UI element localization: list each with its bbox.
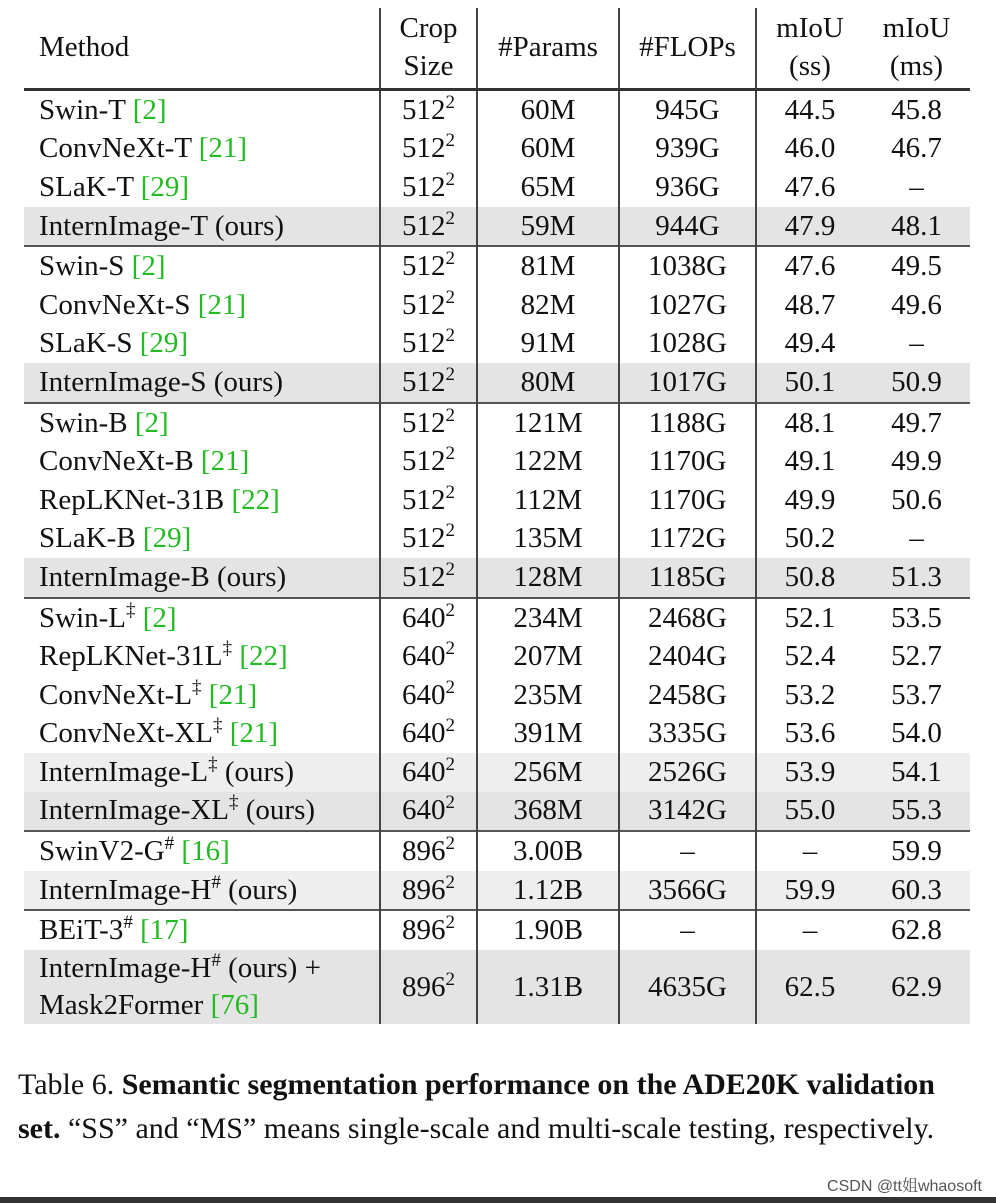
table-row bbox=[24, 950, 970, 1024]
method-cell bbox=[24, 286, 380, 325]
method-name: RepLKNet-31B bbox=[39, 483, 225, 516]
method-name: ConvNeXt-S bbox=[39, 288, 191, 321]
citation: [22] bbox=[231, 483, 280, 516]
header-params: #Params bbox=[477, 8, 619, 90]
method-cell bbox=[24, 363, 380, 403]
crop-size-cell bbox=[380, 481, 477, 520]
miou-ms-cell: – bbox=[909, 522, 924, 555]
citation: [2] bbox=[132, 93, 167, 126]
crop-size-value: 640 bbox=[402, 717, 446, 750]
flops-cell: 2458G bbox=[619, 676, 756, 715]
squared-mark: 2 bbox=[445, 912, 455, 934]
squared-mark: 2 bbox=[445, 638, 455, 660]
method-name: ConvNeXt-B bbox=[39, 445, 194, 478]
squared-mark: 2 bbox=[445, 753, 455, 775]
params-cell: 91M bbox=[477, 325, 619, 364]
table-row bbox=[24, 246, 970, 286]
crop-size-value: 640 bbox=[402, 678, 446, 711]
squared-mark: 2 bbox=[445, 363, 455, 385]
miou-ss-cell: 48.1 bbox=[756, 403, 863, 443]
squared-mark: 2 bbox=[445, 520, 455, 542]
miou-ms-cell: 52.7 bbox=[891, 640, 942, 673]
crop-size-value: 512 bbox=[402, 327, 446, 360]
crop-size-cell bbox=[380, 363, 477, 403]
citation: [16] bbox=[181, 835, 230, 868]
method-name: ConvNeXt-XL bbox=[39, 717, 213, 750]
squared-mark: 2 bbox=[445, 792, 455, 814]
params-cell: 256M bbox=[477, 753, 619, 792]
miou-ss-cell: 44.5 bbox=[756, 90, 863, 130]
miou-ms-cell: – bbox=[909, 170, 924, 203]
miou-ms-cell: 54.1 bbox=[863, 753, 970, 792]
crop-size-cell bbox=[380, 520, 477, 559]
flops-cell: – bbox=[619, 910, 756, 950]
header-miou-ss: mIoU (ss) bbox=[756, 8, 863, 90]
table-row bbox=[24, 871, 970, 911]
miou-ss-cell: 49.4 bbox=[756, 325, 863, 364]
miou-ss-cell: 47.6 bbox=[756, 246, 863, 286]
miou-ms-cell: 50.9 bbox=[863, 363, 970, 403]
miou-ms-cell: 48.1 bbox=[863, 207, 970, 247]
squared-mark: 2 bbox=[445, 286, 455, 308]
method-name: InternImage-H bbox=[39, 952, 212, 985]
method-cell bbox=[24, 871, 380, 911]
miou-ss-cell: 48.7 bbox=[756, 286, 863, 325]
miou-ss-cell: 46.0 bbox=[756, 130, 863, 169]
params-cell: 128M bbox=[477, 558, 619, 598]
table-row bbox=[24, 363, 970, 403]
crop-size-cell bbox=[380, 442, 477, 481]
flops-cell: 3566G bbox=[619, 871, 756, 911]
miou-ms-cell: 60.3 bbox=[863, 871, 970, 911]
params-cell: 234M bbox=[477, 598, 619, 638]
table-row bbox=[24, 90, 970, 130]
method-mark: ‡ bbox=[229, 792, 239, 814]
crop-size-value: 512 bbox=[402, 288, 446, 321]
flops-cell: 3335G bbox=[619, 715, 756, 754]
method-name: ConvNeXt-L bbox=[39, 678, 193, 711]
miou-ss-cell: 55.0 bbox=[756, 792, 863, 832]
crop-size-value: 896 bbox=[402, 914, 446, 947]
flops-cell: 3142G bbox=[619, 792, 756, 832]
params-cell: 60M bbox=[477, 130, 619, 169]
params-cell: 391M bbox=[477, 715, 619, 754]
table-row bbox=[24, 481, 970, 520]
crop-size-cell bbox=[380, 910, 477, 950]
crop-size-cell bbox=[380, 403, 477, 443]
squared-mark: 2 bbox=[445, 443, 455, 465]
citation: [21] bbox=[197, 288, 247, 321]
results-table bbox=[24, 8, 970, 1024]
method-mark: # bbox=[211, 950, 221, 972]
method-cell bbox=[24, 558, 380, 598]
table-row bbox=[24, 168, 970, 207]
crop-size-cell bbox=[380, 325, 477, 364]
method-mark: # bbox=[123, 912, 133, 934]
crop-size-value: 512 bbox=[402, 560, 446, 593]
caption-rest: “SS” and “MS” means single-scale and multi-scale testing, respectively. bbox=[67, 1112, 935, 1145]
miou-ms-cell: 49.9 bbox=[891, 445, 942, 478]
flops-cell: 1170G bbox=[619, 481, 756, 520]
bottom-bar bbox=[0, 1197, 996, 1203]
table-row bbox=[24, 442, 970, 481]
method-mark: # bbox=[211, 871, 221, 893]
params-cell: 59M bbox=[477, 207, 619, 247]
citation: [2] bbox=[142, 601, 177, 634]
crop-size-value: 896 bbox=[402, 873, 446, 906]
citation: [29] bbox=[139, 327, 189, 360]
method-cell bbox=[24, 520, 380, 559]
csdn-watermark: CSDN @tt姐whaosoft bbox=[827, 1178, 982, 1195]
params-cell: 3.00B bbox=[477, 831, 619, 871]
crop-size-cell bbox=[380, 558, 477, 598]
method-name: SwinV2-G bbox=[39, 835, 165, 868]
miou-ms-cell: 49.5 bbox=[863, 246, 970, 286]
params-cell: 60M bbox=[477, 90, 619, 130]
params-cell: 121M bbox=[477, 403, 619, 443]
method-cell bbox=[24, 246, 380, 286]
flops-cell: 944G bbox=[619, 207, 756, 247]
squared-mark: 2 bbox=[445, 833, 455, 855]
method-name: RepLKNet-31L bbox=[39, 640, 223, 673]
flops-cell: 4635G bbox=[619, 950, 756, 1024]
crop-size-cell bbox=[380, 715, 477, 754]
table-caption bbox=[18, 1063, 978, 1151]
table-body bbox=[24, 90, 970, 1025]
method-name: SLaK-B bbox=[39, 522, 136, 555]
miou-ss-cell: 53.2 bbox=[756, 676, 863, 715]
params-cell: 80M bbox=[477, 363, 619, 403]
params-cell: 1.90B bbox=[477, 910, 619, 950]
flops-cell: 1038G bbox=[619, 246, 756, 286]
flops-cell: 936G bbox=[619, 168, 756, 207]
miou-ms-cell: 49.6 bbox=[891, 288, 942, 321]
method-mark: ‡ bbox=[208, 753, 218, 775]
miou-ss-cell: 50.2 bbox=[756, 520, 863, 559]
crop-size-cell bbox=[380, 676, 477, 715]
flops-cell: 1027G bbox=[619, 286, 756, 325]
miou-ms-cell: – bbox=[909, 327, 924, 360]
method-mark: ‡ bbox=[222, 638, 233, 660]
flops-cell: 939G bbox=[619, 130, 756, 169]
table-row bbox=[24, 130, 970, 169]
crop-size-cell bbox=[380, 598, 477, 638]
method-name: SLaK-S bbox=[39, 327, 133, 360]
miou-ss-cell: 62.5 bbox=[756, 950, 863, 1024]
method-cell bbox=[24, 325, 380, 364]
miou-ss-cell: 50.8 bbox=[756, 558, 863, 598]
crop-size-value: 512 bbox=[402, 250, 446, 283]
method-suffix: (ours) bbox=[224, 755, 295, 788]
table-row bbox=[24, 831, 970, 871]
caption-label: Table 6. bbox=[18, 1068, 115, 1101]
miou-ms-cell: 46.7 bbox=[891, 132, 942, 165]
squared-mark: 2 bbox=[445, 676, 455, 698]
method-cell bbox=[24, 90, 380, 130]
table-row bbox=[24, 286, 970, 325]
miou-ms-cell: 45.8 bbox=[891, 93, 942, 126]
method-name: ConvNeXt-T bbox=[39, 132, 192, 165]
crop-size-cell bbox=[380, 130, 477, 169]
header-miou-ms: mIoU (ms) bbox=[863, 8, 970, 90]
squared-mark: 2 bbox=[445, 91, 455, 113]
crop-size-cell bbox=[380, 246, 477, 286]
method-cell bbox=[24, 792, 380, 832]
table-row bbox=[24, 520, 970, 559]
table-row bbox=[24, 598, 970, 638]
crop-size-cell bbox=[380, 168, 477, 207]
crop-size-cell bbox=[380, 286, 477, 325]
method-name: InternImage-B bbox=[39, 560, 210, 593]
params-cell: 207M bbox=[477, 637, 619, 676]
miou-ms-cell: 54.0 bbox=[891, 717, 942, 750]
citation: [17] bbox=[140, 914, 189, 947]
method-cell bbox=[24, 910, 380, 950]
method-name: Swin-S bbox=[39, 250, 125, 283]
header-row bbox=[24, 8, 970, 90]
squared-mark: 2 bbox=[445, 130, 455, 152]
params-cell: 1.12B bbox=[477, 871, 619, 911]
table-row bbox=[24, 792, 970, 832]
table-row bbox=[24, 325, 970, 364]
table-row bbox=[24, 403, 970, 443]
params-cell: 112M bbox=[477, 481, 619, 520]
crop-size-value: 512 bbox=[402, 406, 446, 439]
table-row bbox=[24, 753, 970, 792]
citation: [76] bbox=[210, 989, 259, 1022]
method-name-line2: Mask2Former bbox=[39, 989, 204, 1022]
caption-bold: Semantic segmentation performance on the ADE20K validation set. bbox=[18, 1068, 935, 1145]
method-suffix: (ours) + bbox=[228, 952, 321, 985]
method-mark: ‡ bbox=[212, 715, 223, 737]
method-suffix: (ours) bbox=[213, 365, 284, 398]
method-name: InternImage-L bbox=[39, 755, 209, 788]
citation: [2] bbox=[134, 406, 169, 439]
flops-cell: 1188G bbox=[619, 403, 756, 443]
crop-size-value: 512 bbox=[402, 132, 446, 165]
crop-size-value: 896 bbox=[402, 970, 446, 1003]
method-name: InternImage-S bbox=[39, 365, 207, 398]
crop-size-cell bbox=[380, 831, 477, 871]
method-cell bbox=[24, 207, 380, 247]
squared-mark: 2 bbox=[445, 968, 455, 990]
flops-cell: 1185G bbox=[619, 558, 756, 598]
params-cell: 82M bbox=[477, 286, 619, 325]
miou-ss-cell: 49.9 bbox=[756, 481, 863, 520]
miou-ms-cell: 51.3 bbox=[863, 558, 970, 598]
miou-ms-cell: 59.9 bbox=[863, 831, 970, 871]
method-cell bbox=[24, 168, 380, 207]
flops-cell: 1028G bbox=[619, 325, 756, 364]
squared-mark: 2 bbox=[445, 168, 455, 190]
method-cell bbox=[24, 598, 380, 638]
flops-cell: 2468G bbox=[619, 598, 756, 638]
citation: [29] bbox=[140, 170, 190, 203]
table-row bbox=[24, 910, 970, 950]
flops-cell: 945G bbox=[619, 90, 756, 130]
miou-ms-cell: 49.7 bbox=[863, 403, 970, 443]
method-suffix: (ours) bbox=[245, 794, 316, 827]
flops-cell: 2526G bbox=[619, 753, 756, 792]
crop-size-value: 640 bbox=[402, 640, 446, 673]
citation: [29] bbox=[142, 522, 192, 555]
miou-ss-cell: 53.9 bbox=[756, 753, 863, 792]
miou-ss-cell: 47.9 bbox=[756, 207, 863, 247]
miou-ss-cell: 47.6 bbox=[756, 168, 863, 207]
miou-ss-cell: 59.9 bbox=[756, 871, 863, 911]
method-cell bbox=[24, 442, 380, 481]
table-row bbox=[24, 715, 970, 754]
crop-size-cell bbox=[380, 950, 477, 1024]
miou-ss-cell: 53.6 bbox=[756, 715, 863, 754]
flops-cell: 2404G bbox=[619, 637, 756, 676]
squared-mark: 2 bbox=[445, 248, 455, 270]
method-suffix: (ours) bbox=[216, 560, 287, 593]
params-cell: 65M bbox=[477, 168, 619, 207]
flops-cell: 1170G bbox=[619, 442, 756, 481]
method-mark: # bbox=[164, 833, 175, 855]
method-suffix: (ours) bbox=[214, 209, 285, 242]
method-cell bbox=[24, 403, 380, 443]
crop-size-value: 512 bbox=[402, 170, 446, 203]
method-cell bbox=[24, 715, 380, 754]
crop-size-value: 512 bbox=[402, 522, 446, 555]
header-method: Method bbox=[24, 8, 380, 90]
header-crop-size: Crop Size bbox=[380, 8, 477, 90]
miou-ss-cell: 52.4 bbox=[756, 637, 863, 676]
crop-size-value: 512 bbox=[402, 445, 446, 478]
method-cell bbox=[24, 676, 380, 715]
squared-mark: 2 bbox=[445, 404, 455, 426]
crop-size-cell bbox=[380, 871, 477, 911]
crop-size-value: 512 bbox=[402, 483, 446, 516]
squared-mark: 2 bbox=[445, 558, 455, 580]
method-cell bbox=[24, 831, 380, 871]
method-cell bbox=[24, 481, 380, 520]
miou-ss-cell: 50.1 bbox=[756, 363, 863, 403]
method-name: Swin-L bbox=[39, 601, 126, 634]
params-cell: 135M bbox=[477, 520, 619, 559]
method-name: Swin-B bbox=[39, 406, 128, 439]
table-row bbox=[24, 207, 970, 247]
miou-ss-cell: – bbox=[756, 910, 863, 950]
crop-size-value: 896 bbox=[402, 835, 446, 868]
method-cell bbox=[24, 130, 380, 169]
flops-cell: 1017G bbox=[619, 363, 756, 403]
miou-ms-cell: 53.7 bbox=[891, 678, 942, 711]
miou-ss-cell: – bbox=[756, 831, 863, 871]
crop-size-value: 512 bbox=[402, 93, 446, 126]
method-cell bbox=[24, 637, 380, 676]
flops-cell: 1172G bbox=[619, 520, 756, 559]
squared-mark: 2 bbox=[445, 599, 455, 621]
miou-ss-cell: 49.1 bbox=[756, 442, 863, 481]
method-mark: ‡ bbox=[126, 599, 136, 621]
crop-size-cell bbox=[380, 637, 477, 676]
crop-size-cell bbox=[380, 792, 477, 832]
method-name: InternImage-H bbox=[39, 873, 212, 906]
params-cell: 368M bbox=[477, 792, 619, 832]
params-cell: 1.31B bbox=[477, 950, 619, 1024]
method-suffix: (ours) bbox=[228, 873, 298, 906]
method-cell bbox=[24, 950, 380, 1024]
citation: [2] bbox=[131, 250, 166, 283]
flops-cell: – bbox=[619, 831, 756, 871]
method-name: BEiT-3 bbox=[39, 914, 124, 947]
miou-ms-cell: 62.8 bbox=[863, 910, 970, 950]
method-name: InternImage-T bbox=[39, 209, 208, 242]
method-name: SLaK-T bbox=[39, 170, 134, 203]
table-row bbox=[24, 676, 970, 715]
miou-ms-cell: 50.6 bbox=[891, 483, 942, 516]
header-flops: #FLOPs bbox=[619, 8, 756, 90]
params-cell: 235M bbox=[477, 676, 619, 715]
citation: [21] bbox=[229, 717, 279, 750]
table-row bbox=[24, 637, 970, 676]
crop-size-value: 640 bbox=[402, 601, 446, 634]
miou-ms-cell: 55.3 bbox=[863, 792, 970, 832]
citation: [21] bbox=[200, 445, 250, 478]
crop-size-value: 512 bbox=[402, 365, 446, 398]
squared-mark: 2 bbox=[445, 715, 455, 737]
crop-size-cell bbox=[380, 207, 477, 247]
crop-size-value: 640 bbox=[402, 794, 446, 827]
miou-ms-cell: 53.5 bbox=[863, 598, 970, 638]
squared-mark: 2 bbox=[445, 207, 455, 229]
method-cell bbox=[24, 753, 380, 792]
squared-mark: 2 bbox=[445, 325, 455, 347]
method-name: InternImage-XL bbox=[39, 794, 230, 827]
miou-ms-cell: 62.9 bbox=[863, 950, 970, 1024]
crop-size-cell bbox=[380, 90, 477, 130]
crop-size-cell bbox=[380, 753, 477, 792]
params-cell: 81M bbox=[477, 246, 619, 286]
method-name: Swin-T bbox=[39, 93, 126, 126]
citation: [21] bbox=[208, 678, 258, 711]
citation: [21] bbox=[198, 132, 248, 165]
crop-size-value: 640 bbox=[402, 755, 446, 788]
params-cell: 122M bbox=[477, 442, 619, 481]
method-mark: ‡ bbox=[192, 676, 202, 698]
squared-mark: 2 bbox=[445, 481, 455, 503]
table-row bbox=[24, 558, 970, 598]
miou-ss-cell: 52.1 bbox=[756, 598, 863, 638]
crop-size-value: 512 bbox=[402, 209, 446, 242]
citation: [22] bbox=[239, 640, 288, 673]
squared-mark: 2 bbox=[445, 871, 455, 893]
